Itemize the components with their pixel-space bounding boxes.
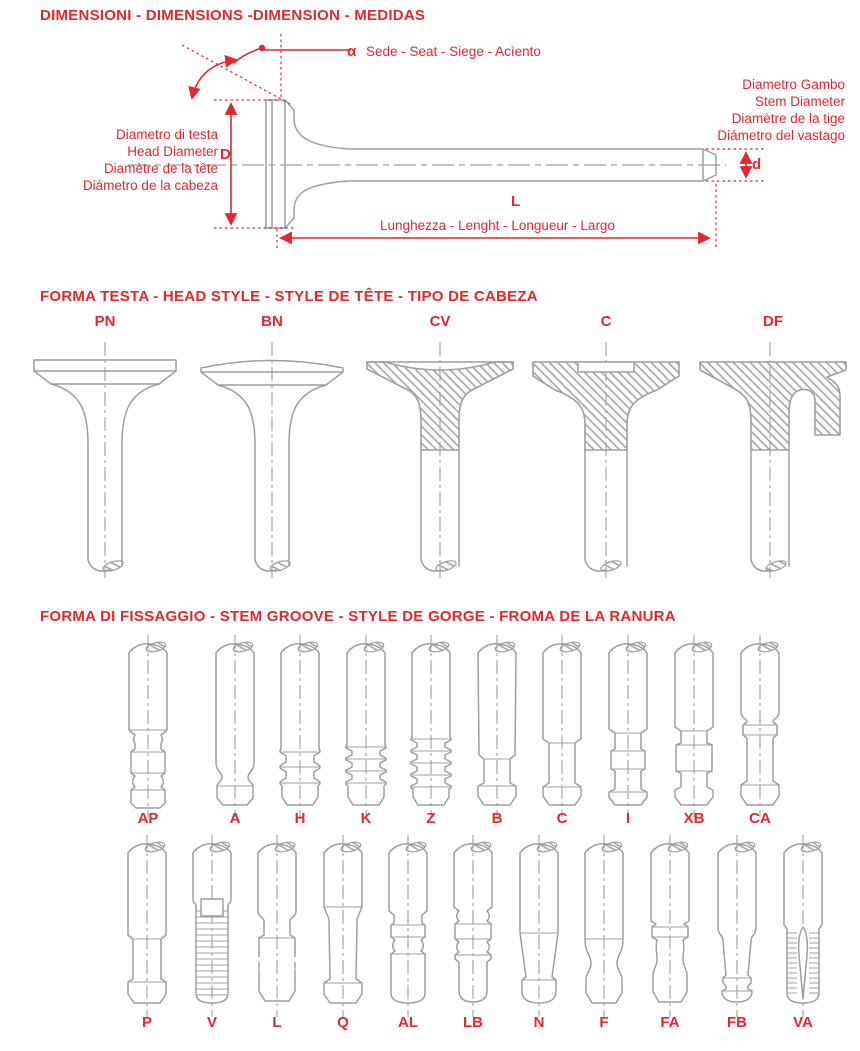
stem-groove-code: B [491,810,503,827]
stem-figure-v [180,833,244,1025]
stem-figure-lb [441,833,505,1025]
stem-groove-code: C [556,810,568,827]
head-diameter-symbol: D [220,146,231,163]
head-style-code: CV [429,313,451,330]
stem-figure-ap [116,633,180,825]
head-style-title: FORMA TESTA - HEAD STYLE - STYLE DE TÊTE - TIPO DE CABEZA [40,288,538,305]
stem-groove-code: N [533,1014,545,1031]
stem-groove-code: A [229,810,241,827]
length-symbol: L [511,193,521,210]
stem-figure-l [245,833,309,1025]
stem-groove-code: Z [426,810,436,827]
stem-figure-f [572,833,636,1025]
stem-groove-title: FORMA DI FISSAGGIO - STEM GROOVE - STYLE DE GORGE - FROMA DE LA RANURA [40,608,676,625]
stem-figure-q [311,833,375,1025]
head-style-figure-df [688,330,858,582]
stem-figure-fb [705,833,769,1025]
head-style-code: C [600,313,612,330]
seat-label: Sede - Seat - Siege - Acìento [366,44,541,59]
length-label: Lunghezza - Lenght - Longueur - Largo [380,218,615,233]
stem-figure-al [376,833,440,1025]
stem-figure-c1 [530,633,594,825]
stem-figure-va [771,833,835,1025]
stem-groove-code: V [206,1014,217,1031]
stem-diameter-line: Diametro Gambo [742,77,845,92]
stem-groove-code: K [360,810,372,827]
seat-angle-symbol: α [347,43,357,60]
head-style-figure-cv [355,330,525,582]
head-style-figure-bn [187,330,357,582]
stem-groove-code: P [141,1014,152,1031]
head-style-code: DF [763,313,783,330]
stem-figure-p [115,833,179,1025]
stem-groove-code: AP [137,810,159,827]
stem-groove-code: FA [660,1014,680,1031]
stem-groove-code: H [294,810,306,827]
stem-groove-code: F [599,1014,609,1031]
head-diameter-line: Diametro di testa [115,127,218,142]
head-style-figure-pn [20,330,190,582]
stem-groove-code: L [272,1014,282,1031]
stem-groove-code: XB [683,810,705,827]
stem-figure-n [507,833,571,1025]
stem-figure-i [596,633,660,825]
stem-groove-code: LB [463,1014,483,1031]
stem-figure-ca [728,633,792,825]
stem-figure-b [465,633,529,825]
stem-diameter-line: Diámetro del vastago [717,128,845,143]
stem-figure-a [203,633,267,825]
stem-figure-z [399,633,463,825]
stem-groove-code: Q [337,1014,349,1031]
stem-diameter-symbol: d [752,156,762,173]
head-style-code: PN [94,313,116,330]
head-diameter-label [40,126,218,194]
stem-groove-code: FB [727,1014,747,1031]
stem-figure-fa [638,833,702,1025]
head-style-figure-c [521,330,691,582]
head-diameter-line: Head Diameter [127,144,218,159]
stem-groove-code: CA [749,810,771,827]
stem-diameter-label [595,76,845,144]
stem-figure-h [268,633,332,825]
head-diameter-line: Diamètre de la tête [103,161,218,176]
head-diameter-line: Diámetro de la cabeza [82,178,218,193]
stem-diameter-line: Stem Diameter [754,94,845,109]
stem-figure-k [334,633,398,825]
stem-groove-code: AL [398,1014,418,1031]
dimensions-title: DIMENSIONI - DIMENSIONS -DIMENSION - MEDIDAS [40,7,426,24]
stem-groove-code: I [625,810,631,827]
stem-diameter-line: Diamètre de la tige [731,111,845,126]
head-style-code: BN [261,313,283,330]
stem-groove-code: VA [793,1014,813,1031]
stem-figure-xb [662,633,726,825]
